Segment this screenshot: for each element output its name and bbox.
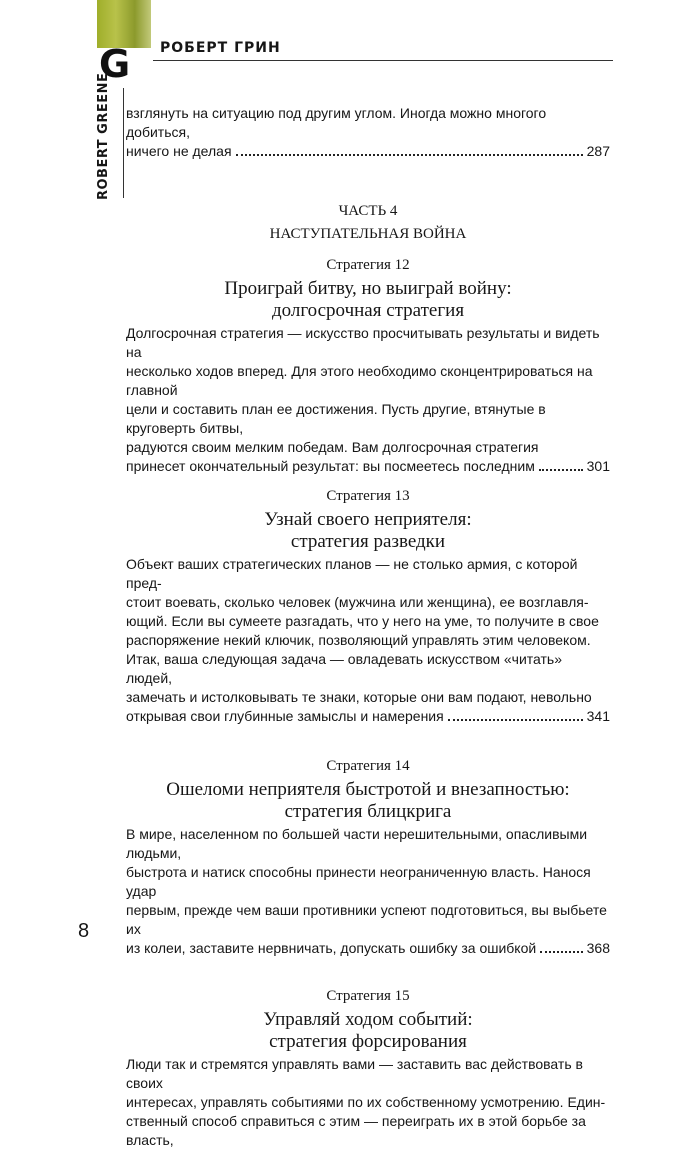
strategy-text-line: Объект ваших стратегических планов — не столько армия, с которой пред- <box>126 556 578 591</box>
strategy-text-line: первым, прежде чем ваши противники успеют подготовиться, вы выбьете их <box>126 902 607 937</box>
intro-text-last: ничего не делая <box>126 143 232 159</box>
strategy-label: Стратегия 15 <box>326 988 410 1004</box>
side-author-label: ROBERT GREENE <box>96 72 111 200</box>
intro-text-line: взглянуть на ситуацию под другим углом. Иногда можно многого добиться, <box>126 105 547 140</box>
strategy-text-line: несколько ходов вперед. Для этого необходимо сконцентрироваться на главной <box>126 363 593 398</box>
toc-entry-line <box>126 707 610 726</box>
page-ref: 341 <box>586 708 610 724</box>
strategy-text-line: цели и составить план ее достижения. Пусть другие, втянутые в круговерть битвы, <box>126 401 546 436</box>
header-rule <box>153 60 613 61</box>
strategy-text-last: из колеи, заставите нервничать, допускать ошибку за ошибкой <box>126 940 537 956</box>
strategy-text-line: радуются своим мелким победам. Вам долгосрочная стратегия <box>126 439 539 455</box>
dot-leader <box>236 154 583 156</box>
strategy-text-line: ющий. Если вы сумеете разгадать, что у него на уме, то получите в свое <box>126 613 599 629</box>
dot-leader <box>539 469 583 471</box>
strategy-text-line: интересах, управлять событиями по их собственному усмотрению. Един- <box>126 1094 606 1110</box>
strategy-text-line: распоряжение некий ключик, позволяющий управлять этим человеком. <box>126 632 591 648</box>
strategy-subtitle: долгосрочная стратегия <box>271 300 465 321</box>
page-ref: 368 <box>586 940 610 956</box>
running-header-author: РОБЕРТ ГРИН <box>160 40 281 56</box>
part-label: ЧАСТЬ 4 <box>338 203 398 219</box>
strategy-subtitle: стратегия блицкрига <box>284 801 452 822</box>
page-ref: 287 <box>586 143 610 159</box>
strategy-title: Ошеломи неприятеля быстротой и внезапностью: <box>166 779 570 800</box>
logo-color-block <box>97 0 151 48</box>
dot-leader <box>448 719 583 721</box>
strategy-text-line: замечать и истолковывать те знаки, которые они вам подают, невольно <box>126 689 592 705</box>
side-rule <box>123 88 124 198</box>
dot-leader <box>540 951 582 953</box>
toc-entry-line <box>126 142 610 161</box>
toc-content <box>126 104 610 1150</box>
page-number: 8 <box>78 920 90 942</box>
strategy-title: Проиграй битву, но выиграй войну: <box>224 278 512 299</box>
strategy-label: Стратегия 12 <box>326 257 410 273</box>
strategy-text-last: принесет окончательный результат: вы посмеетесь последним <box>126 458 535 474</box>
strategy-text-line: стоит воевать, сколько человек (мужчина или женщина), ее возглавля- <box>126 594 589 610</box>
toc-entry-line <box>126 939 610 958</box>
strategy-label: Стратегия 13 <box>326 488 410 504</box>
toc-entry-line <box>126 457 610 476</box>
page-ref: 301 <box>586 458 610 474</box>
strategy-subtitle: стратегия разведки <box>290 531 446 552</box>
strategy-text-line: В мире, населенном по большей части нерешительными, опасливыми людьми, <box>126 826 588 861</box>
strategy-title: Управляй ходом событий: <box>263 1009 473 1030</box>
strategy-text-line: Итак, ваша следующая задача — овладевать искусством «читать» людей, <box>126 651 563 686</box>
strategy-text-line: Долгосрочная стратегия — искусство просчитывать результаты и видеть на <box>126 325 600 360</box>
logo-letter: G <box>99 42 131 86</box>
part-title: НАСТУПАТЕЛЬНАЯ ВОЙНА <box>269 226 467 242</box>
strategy-text-line: ственный способ справиться с этим — переиграть их в этой борьбе за власть, <box>126 1113 586 1148</box>
strategy-text-line: быстрота и натиск способны принести неограниченную власть. Нанося удар <box>126 864 591 899</box>
strategy-label: Стратегия 14 <box>326 758 410 774</box>
strategy-subtitle: стратегия форсирования <box>269 1031 467 1052</box>
strategy-text-line: Люди так и стремятся управлять вами — заставить вас действовать в своих <box>126 1056 583 1091</box>
strategy-text-last: открывая свои глубинные замыслы и намерения <box>126 708 444 724</box>
strategy-title: Узнай своего неприятеля: <box>264 509 472 530</box>
